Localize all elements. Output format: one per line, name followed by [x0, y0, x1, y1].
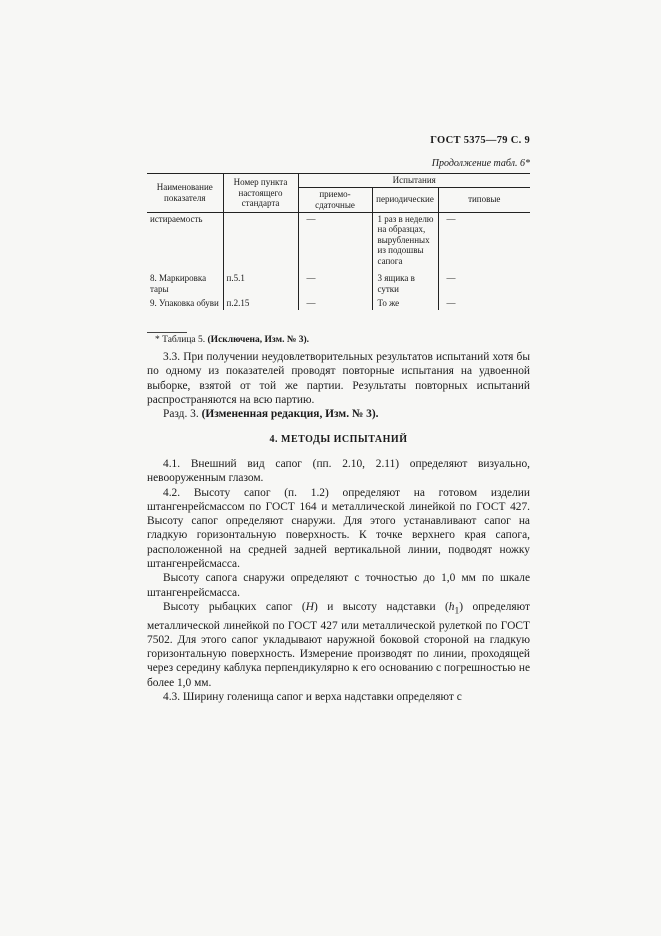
- text-run: ) и высоту надставки (: [313, 600, 449, 613]
- subheader-periodic: периодические: [372, 187, 438, 212]
- subheader-type: типовые: [438, 187, 530, 212]
- col-header-name: Наименование показателя: [147, 174, 223, 213]
- row-type: —: [446, 273, 456, 283]
- paragraph-4-3: 4.3. Ширину голенища сапог и верха надставки определяют с: [163, 691, 462, 704]
- tests-table: [147, 173, 530, 310]
- table-caption: Продолжение табл. 6*: [431, 158, 530, 169]
- razd-prefix: Разд. 3.: [163, 408, 202, 421]
- section4-text: [147, 457, 530, 704]
- footnote-bold: (Исключена, Изм. № 3).: [207, 335, 310, 345]
- paragraph-4-2-c: [147, 600, 530, 690]
- paragraph-razd-3: [147, 407, 530, 421]
- footnote-prefix: * Таблица 5.: [155, 335, 208, 345]
- footnote: [155, 335, 309, 345]
- row-acceptance: —: [298, 297, 372, 310]
- razd-bold: (Измененная редакция, Изм. № 3).: [201, 408, 379, 421]
- subheader-acceptance: приемо-сдаточные: [298, 187, 372, 212]
- paragraph-4-1: 4.1. Внешний вид сапог (пп. 2.10, 2.11) определяют визуально, невооруженным глазом.: [147, 458, 530, 485]
- row-type: —: [446, 213, 456, 224]
- row-periodic: 1 раз в неделю на образцах, вырубленных из подошвы сапога: [372, 212, 438, 272]
- row-name: 9. Упаковка обуви: [147, 297, 223, 310]
- table-row: [147, 272, 530, 297]
- row-clause: [223, 212, 298, 272]
- table-row: [147, 297, 530, 310]
- col-header-tests: Испытания: [298, 174, 530, 188]
- text-run: Высоту рыбацких сапог (: [163, 600, 306, 613]
- row-acceptance: —: [298, 272, 372, 297]
- row-periodic: То же: [372, 297, 438, 310]
- row-name: истираемость: [147, 212, 223, 272]
- col-header-clause: Номер пункта настоящего стандарта: [223, 174, 298, 213]
- page-header: ГОСТ 5375—79 С. 9: [430, 135, 530, 146]
- section-heading: 4. МЕТОДЫ ИСПЫТАНИЙ: [269, 434, 408, 445]
- row-acceptance: —: [298, 212, 372, 272]
- text-run: ) определяют металлической линейкой по ГОСТ 427 или металлической рулеткой по ГОСТ 7502. Для этого сапог укладывают наружной боковой стороной на гладкую горизонтальную поверхность. Измерение производят по линии, проходящей через середину каблука перпендикулярно к его основанию с погрешностью не более 1,0 мм.: [147, 600, 530, 689]
- section3-text: [147, 350, 530, 421]
- symbol-h: h: [448, 600, 455, 613]
- paragraph-4-2-b: Высоту сапога снаружи определяют с точностью до 1,0 мм по шкале штангенрейсмасса.: [147, 572, 530, 599]
- row-clause: п.2.15: [223, 297, 298, 310]
- row-clause: п.5.1: [223, 272, 298, 297]
- table-row: [147, 212, 530, 272]
- footnote-rule: [147, 332, 187, 333]
- subscript-1: 1: [454, 606, 460, 617]
- paragraph-3-3: 3.3. При получении неудовлетворительных результатов испытаний хотя бы по одному из показателей проводят повторные испытания на удвоенной выборке, взятой от той же партии. Результаты повторных испытаний распространяются на всю партию.: [147, 351, 530, 406]
- paragraph-4-2: 4.2. Высоту сапог (п. 1.2) определяют на готовом изделии штангенрейсмассом по ГОСТ 164 и металлической линейкой по ГОСТ 427. Высоту сапог определяют снаружи. Для этого устанавливают сапог на гладкую горизонтальную поверхность. К точке верхнего края сапога, расположенной на средней задней вертикальной линии, подводят ножку штангенрейсмасса.: [147, 486, 530, 571]
- symbol-H: H: [305, 600, 314, 613]
- row-name: 8. Маркировка тары: [147, 272, 223, 297]
- row-periodic: 3 ящика в сутки: [372, 272, 438, 297]
- row-type: —: [446, 298, 456, 308]
